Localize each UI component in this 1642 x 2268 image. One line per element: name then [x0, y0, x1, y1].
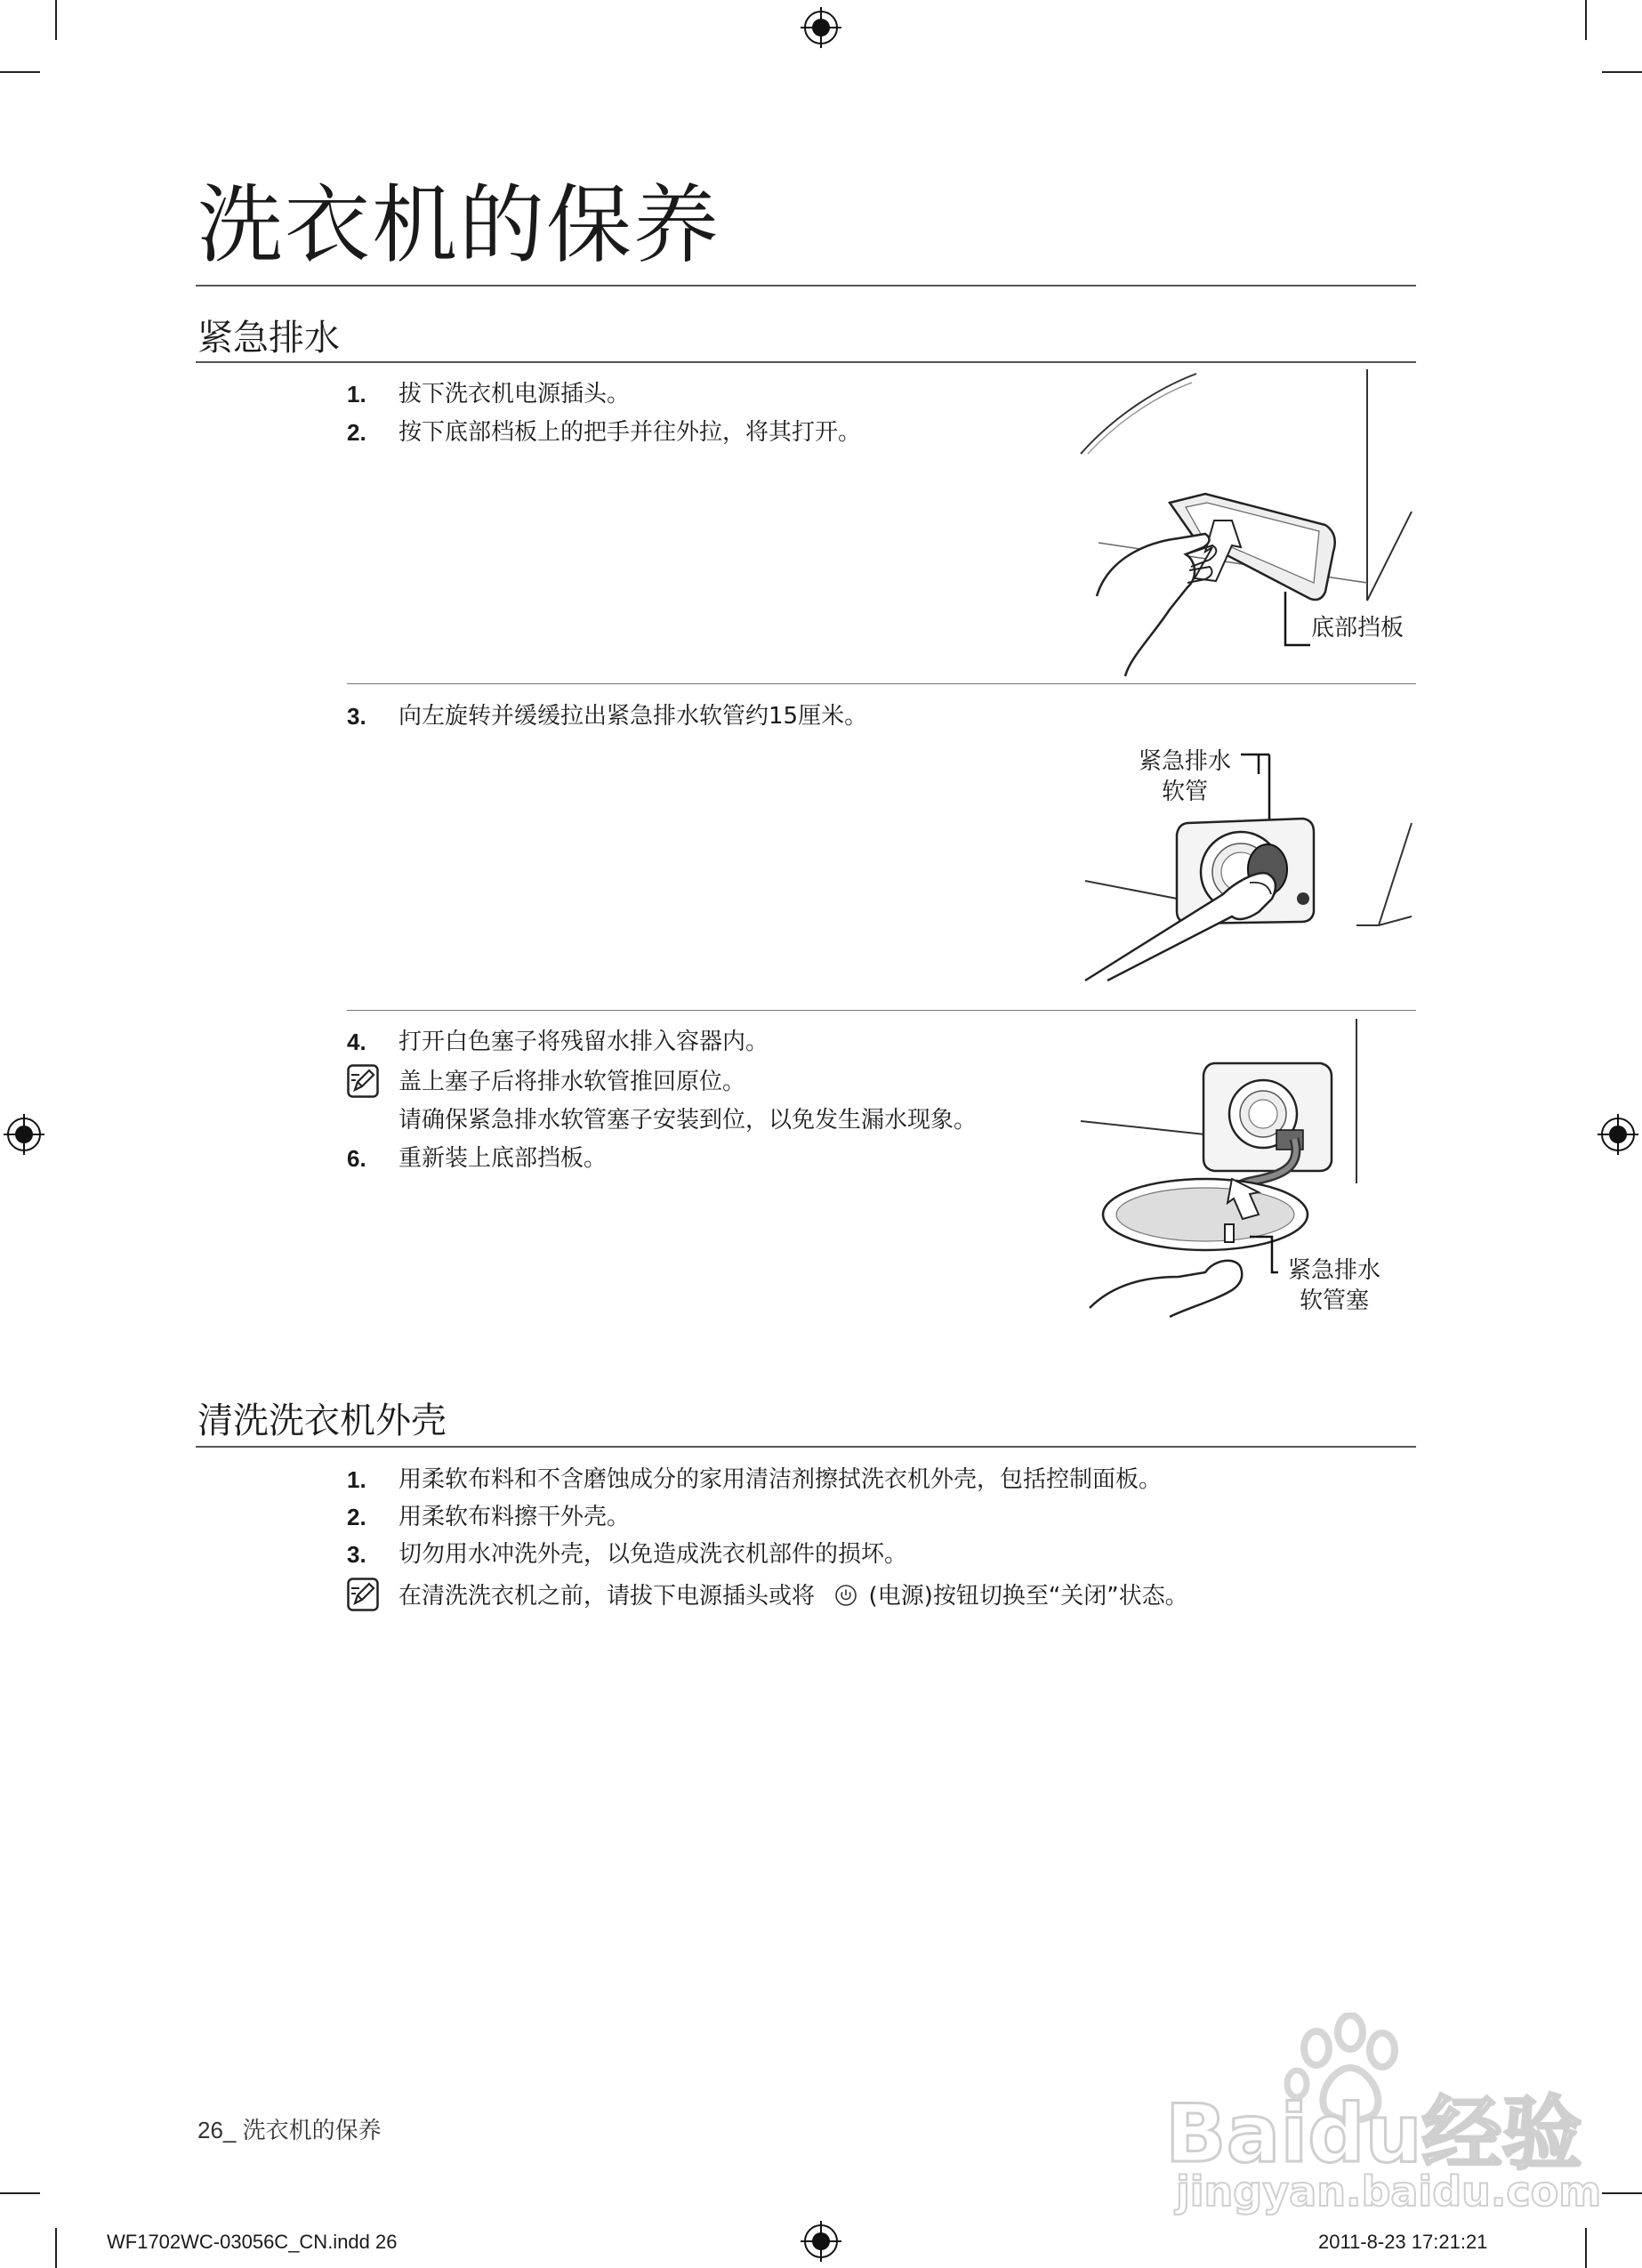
step-number: 3. — [347, 1541, 366, 1568]
step-number: 6. — [347, 1145, 366, 1172]
section-title-clean-exterior: 清洗洗衣机外壳 — [197, 1400, 447, 1441]
registration-mark-icon — [801, 7, 841, 48]
step-text: 重新装上底部挡板。 — [398, 1145, 608, 1172]
section-divider — [196, 1446, 1416, 1448]
power-icon — [834, 1584, 857, 1607]
watermark-url: jingyan.baidu.com — [1176, 2167, 1602, 2216]
crop-mark — [55, 0, 57, 40]
section-title-emergency-drain: 紧急排水 — [197, 318, 340, 359]
note-pencil-icon — [347, 1578, 379, 1611]
registration-mark-icon — [4, 1114, 44, 1155]
step-text: 向左旋转并缓缓拉出紧急排水软管约15厘米。 — [398, 703, 868, 730]
callout-line-1: 紧急排水 — [1288, 1257, 1381, 1284]
callout-line-1: 紧急排水 — [1139, 748, 1232, 775]
callout-line-2: 软管塞 — [1300, 1287, 1370, 1314]
step-text: 拔下洗衣机电源插头。 — [398, 381, 631, 408]
illustration-pull-hose — [1081, 747, 1419, 981]
note-line-2: 请确保紧急排水软管塞子安装到位，以免发生漏水现象。 — [398, 1107, 978, 1134]
section-divider — [196, 361, 1416, 363]
crop-mark — [1602, 2192, 1642, 2194]
step-divider — [347, 683, 1416, 684]
crop-mark — [55, 2228, 57, 2268]
step-number: 1. — [347, 1466, 366, 1493]
page-footer-label: 26_ 洗衣机的保养 — [197, 2117, 382, 2143]
callout-line-2: 软管 — [1162, 778, 1209, 805]
callout-drain-hose-plug — [1288, 1256, 1380, 1317]
watermark-logo-text: Baidu经验 — [1165, 2087, 1582, 2181]
step-number: 2. — [347, 1504, 366, 1530]
title-divider — [196, 285, 1416, 287]
note-line-1: 盖上塞子后将排水软管推回原位。 — [398, 1069, 746, 1095]
crop-mark — [0, 2192, 40, 2194]
step-text: 切勿用水冲洗外壳，以免造成洗衣机部件的损坏。 — [398, 1541, 908, 1568]
crop-mark — [1585, 2228, 1587, 2268]
step-divider — [347, 1010, 1416, 1011]
note-text-suffix: (电源)按钮切换至“关闭”状态。 — [868, 1583, 1188, 1610]
step-text: 用柔软布料擦干外壳。 — [398, 1504, 631, 1530]
clean-note — [398, 1584, 1188, 1608]
step-number: 4. — [347, 1029, 366, 1055]
callout-bottom-panel: 底部挡板 — [1311, 615, 1405, 642]
step-number: 1. — [347, 381, 366, 408]
note-pencil-icon — [347, 1064, 379, 1098]
registration-mark-icon — [801, 2221, 841, 2262]
registration-mark-icon — [1598, 1114, 1638, 1155]
crop-mark — [0, 71, 40, 73]
step-number: 3. — [347, 703, 366, 730]
page-title: 洗衣机的保养 — [197, 175, 720, 275]
step-text: 按下底部档板上的把手并往外拉，将其打开。 — [398, 419, 862, 446]
file-info: WF1702WC-03056C_CN.indd 26 — [107, 2231, 398, 2253]
crop-mark — [1602, 71, 1642, 73]
step-number: 2. — [347, 419, 366, 446]
print-timestamp: 2011-8-23 17:21:21 — [1318, 2231, 1488, 2253]
step-text: 打开白色塞子将残留水排入容器内。 — [398, 1029, 769, 1055]
step-text: 用柔软布料和不含磨蚀成分的家用清洁剂擦拭洗衣机外壳，包括控制面板。 — [398, 1466, 1163, 1493]
crop-mark — [1585, 0, 1587, 40]
note-text-prefix: 在清洗洗衣机之前，请拔下电源插头或将 — [398, 1583, 816, 1610]
